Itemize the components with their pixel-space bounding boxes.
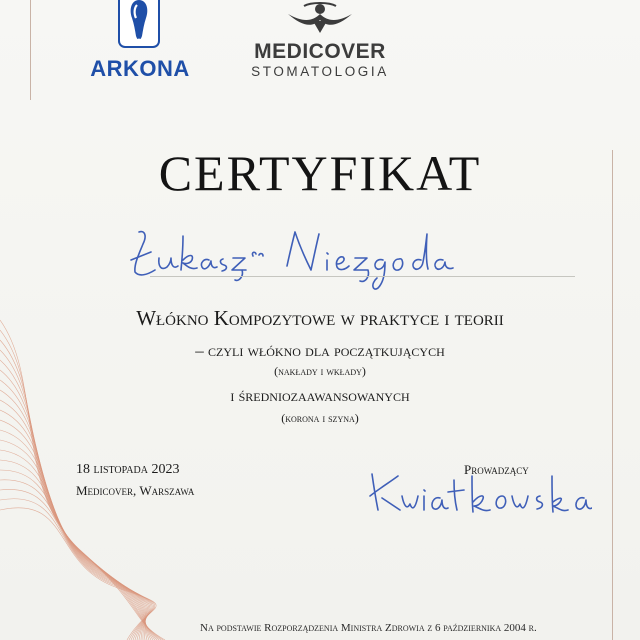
participant-name-signature bbox=[125, 222, 515, 294]
medicover-wordmark: MEDICOVER bbox=[254, 40, 386, 63]
wave-line bbox=[0, 420, 146, 640]
wave-line bbox=[0, 410, 147, 640]
course-title-line-2: – czyli włókno dla początkujących bbox=[195, 341, 445, 360]
wave-line bbox=[0, 480, 152, 640]
medicover-figure-icon bbox=[286, 0, 354, 34]
course-title-line-1: Włókno Kompozytowe w praktyce i teorii bbox=[136, 306, 504, 330]
legal-footer: Na podstawie Rozporządzenia Ministra Zdrowia z 6 października 2004 r. bbox=[200, 622, 537, 634]
course-date: 18 listopada 2023 bbox=[76, 462, 180, 477]
course-title-line-3: i średniozaawansowanych bbox=[230, 386, 410, 405]
leader-signature bbox=[362, 466, 592, 528]
wave-line bbox=[0, 508, 156, 640]
wave-line bbox=[0, 499, 155, 640]
course-subtitle-2: (korona i szyna) bbox=[281, 411, 359, 425]
wave-line bbox=[0, 400, 149, 640]
medicover-subtitle: STOMATOLOGIA bbox=[251, 64, 389, 79]
course-subtitle-1: (nakłady i wkłady) bbox=[274, 364, 366, 378]
wave-line bbox=[0, 489, 154, 640]
course-venue: Medicover, Warszawa bbox=[76, 483, 195, 498]
arkona-logo bbox=[82, 0, 198, 84]
leader-label: Prowadzący bbox=[464, 462, 529, 477]
arkona-wordmark: ARKONA bbox=[90, 56, 190, 81]
arkona-tooth-badge-icon bbox=[118, 0, 160, 48]
left-border-rule bbox=[30, 0, 31, 100]
name-underline bbox=[150, 276, 575, 277]
medicover-logo bbox=[240, 0, 400, 84]
certificate-title: CERTYFIKAT bbox=[158, 145, 482, 201]
